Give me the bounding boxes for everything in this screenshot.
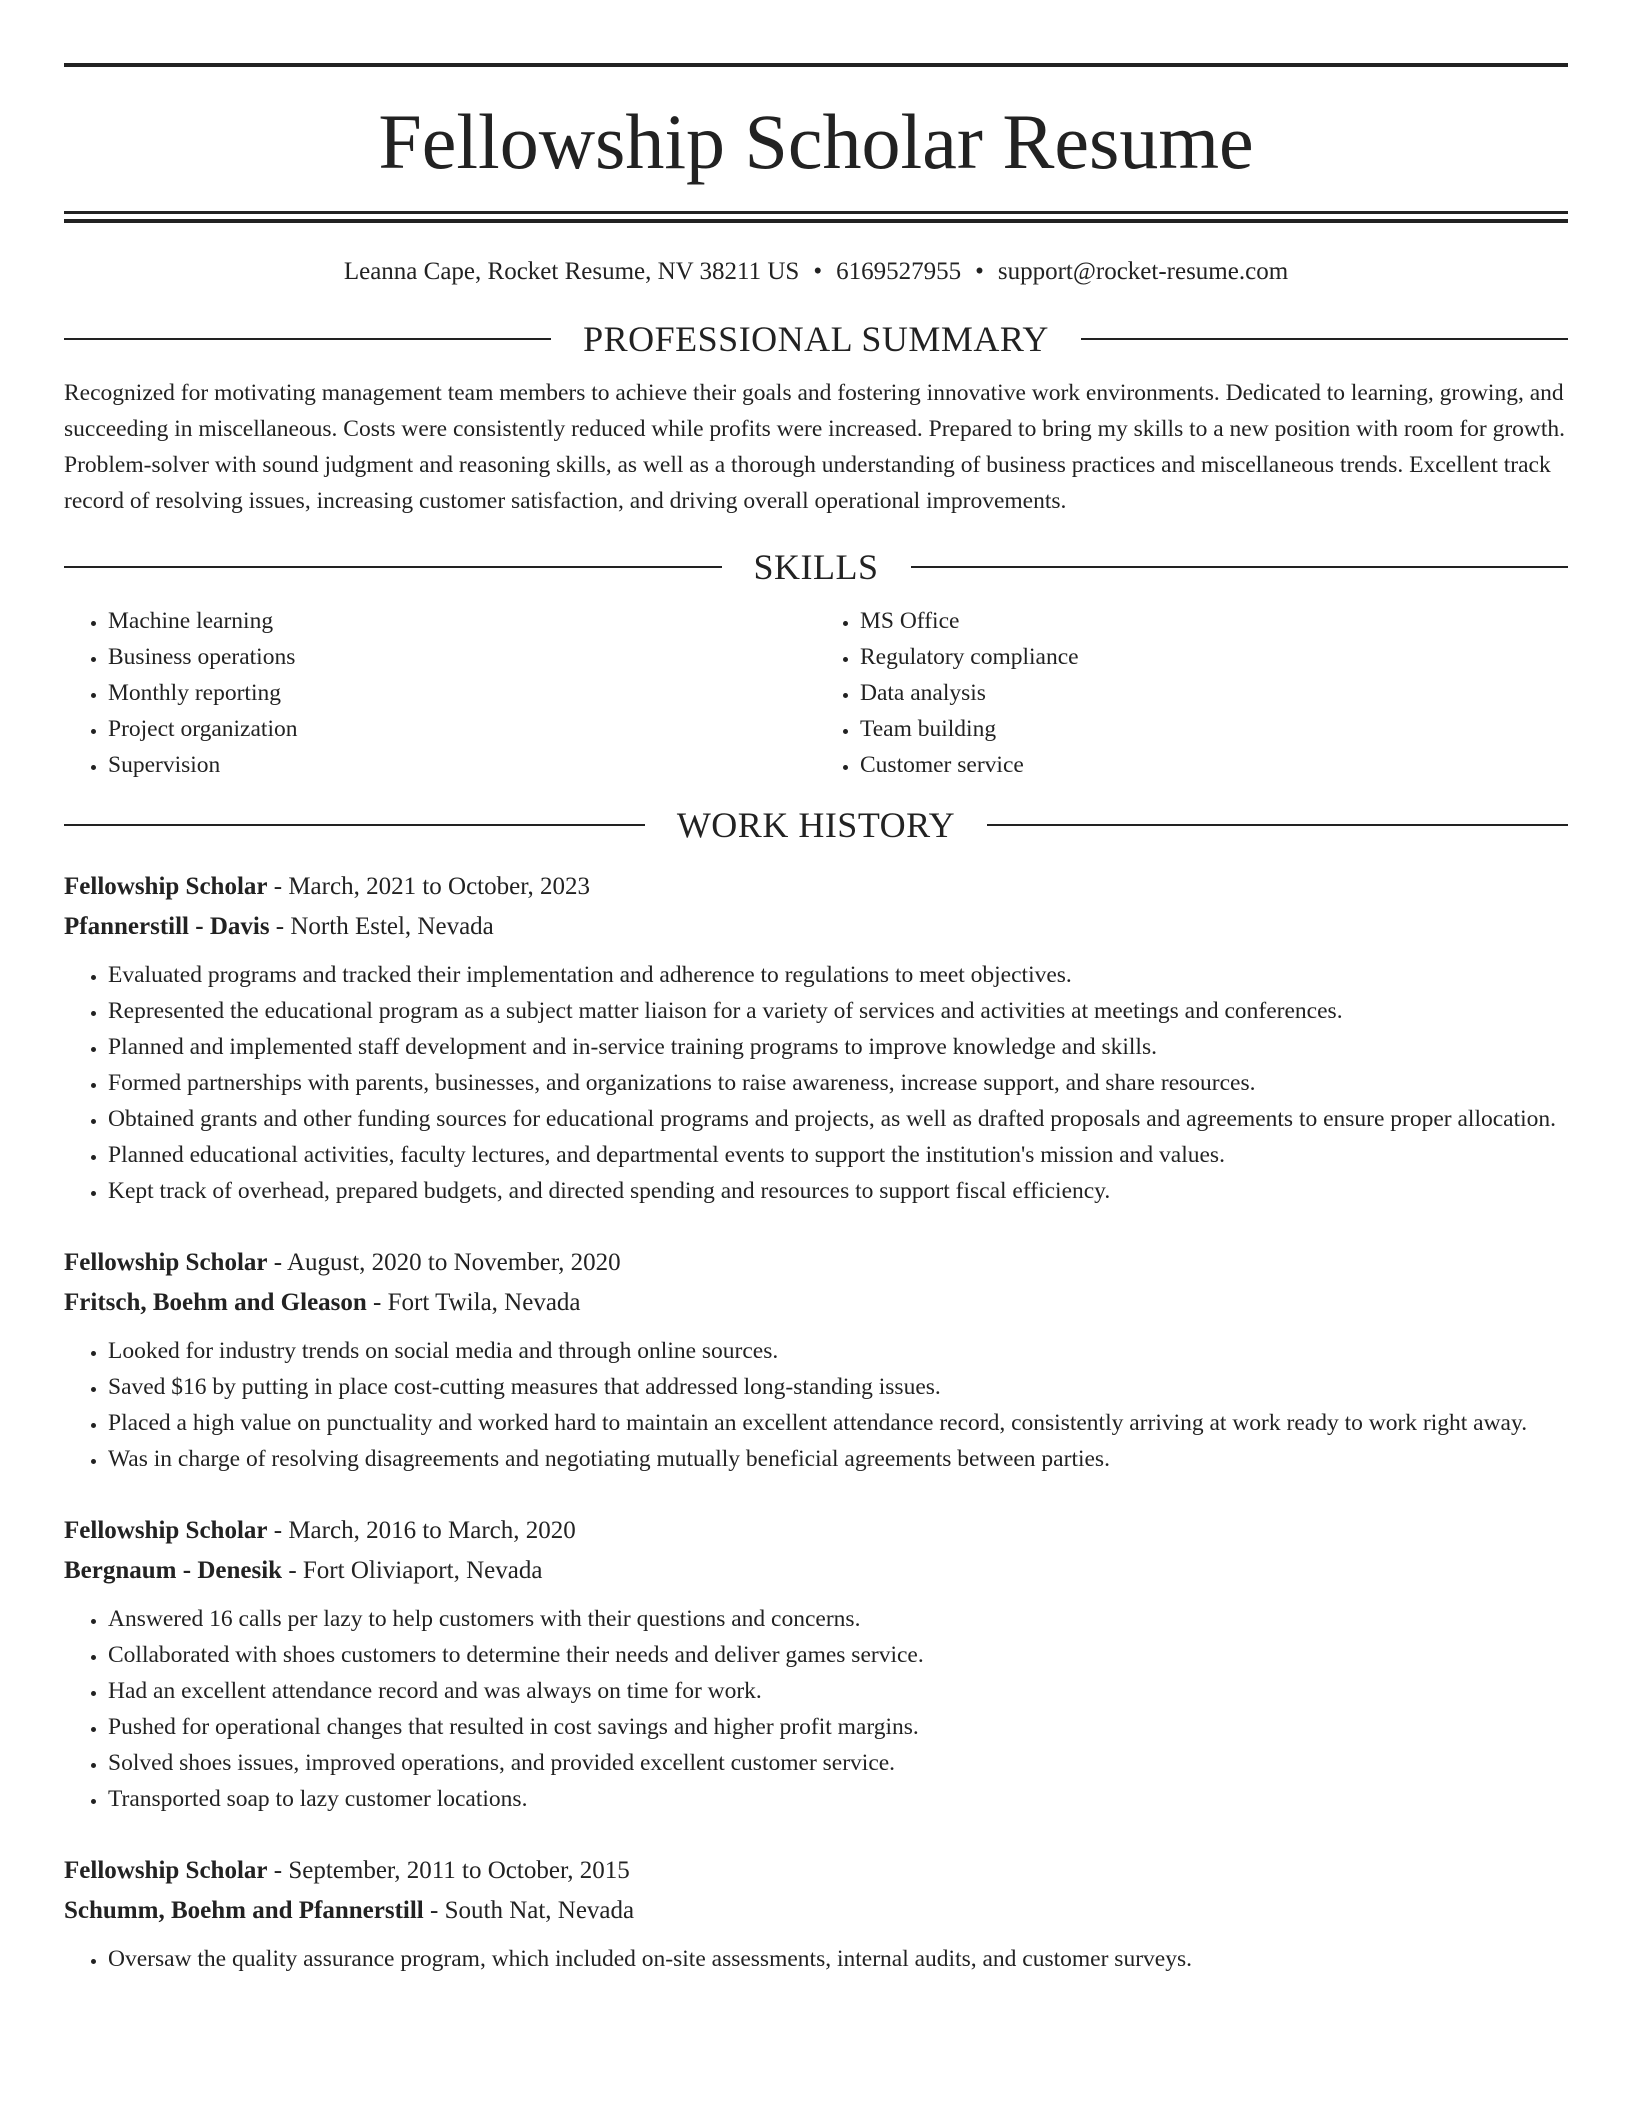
- skill-item: • Regulatory compliance: [860, 639, 1568, 675]
- job-bullet: • Kept track of overhead, prepared budgets, and directed spending and resources to support fiscal efficiency.: [108, 1173, 1568, 1209]
- job-title: Fellowship Scholar: [64, 1517, 268, 1544]
- title-double-rule: [64, 211, 1568, 223]
- skill-item: • MS Office: [860, 603, 1568, 639]
- job-bullet: • Solved shoes issues, improved operations, and provided excellent customer service.: [108, 1745, 1568, 1781]
- job-bullet: • Collaborated with shoes customers to determine their needs and deliver games service.: [108, 1637, 1568, 1673]
- work-history-section-heading: [64, 803, 1568, 847]
- job-company: Bergnaum - Denesik: [64, 1557, 283, 1584]
- heading-rule-left: [64, 824, 645, 826]
- job-bullet: • Looked for industry trends on social media and through online sources.: [108, 1333, 1568, 1369]
- skills-column-left: [64, 603, 816, 783]
- job-title-line: [64, 867, 1568, 907]
- job-location: - Fort Twila, Nevada: [366, 1289, 581, 1316]
- job-title: Fellowship Scholar: [64, 1249, 268, 1276]
- job-bullet: • Pushed for operational changes that resulted in cost savings and higher profit margins.: [108, 1709, 1568, 1745]
- job-dates: - August, 2020 to November, 2020: [267, 1249, 621, 1276]
- skill-item: • Team building: [860, 711, 1568, 747]
- job-bullets: [64, 1333, 1568, 1477]
- skill-item: • Supervision: [108, 747, 816, 783]
- job-bullet: • Evaluated programs and tracked their implementation and adherence to regulations to meet objectives.: [108, 957, 1568, 993]
- job-location: - Fort Oliviaport, Nevada: [282, 1557, 543, 1584]
- summary-heading-label: PROFESSIONAL SUMMARY: [583, 319, 1049, 359]
- job-company: Schumm, Boehm and Pfannerstill: [64, 1897, 424, 1924]
- job-location: - North Estel, Nevada: [269, 913, 494, 940]
- job-company: Fritsch, Boehm and Gleason: [64, 1289, 367, 1316]
- skills-heading-label: SKILLS: [753, 547, 879, 587]
- skill-item: • Customer service: [860, 747, 1568, 783]
- job-title: Fellowship Scholar: [64, 1857, 268, 1884]
- summary-section-heading: [64, 317, 1568, 361]
- heading-rule-right: [1081, 338, 1568, 340]
- skill-item: • Project organization: [108, 711, 816, 747]
- contact-line: [64, 257, 1568, 287]
- work-history-heading-label: WORK HISTORY: [676, 805, 956, 845]
- skills-column-right: [816, 603, 1568, 783]
- job-bullet: • Represented the educational program as a subject matter liaison for a variety of services and activities at meetings and conferences.: [108, 993, 1568, 1029]
- job-dates: - March, 2021 to October, 2023: [267, 873, 591, 900]
- skills-section-heading: [64, 545, 1568, 589]
- job-bullet: • Transported soap to lazy customer locations.: [108, 1781, 1568, 1817]
- heading-rule-left: [64, 338, 551, 340]
- heading-rule-left: [64, 566, 722, 568]
- job-entry: [64, 1511, 1568, 1817]
- heading-rule-right: [911, 566, 1569, 568]
- job-bullet: • Formed partnerships with parents, businesses, and organizations to raise awareness, increase support, and share resources.: [108, 1065, 1568, 1101]
- job-bullet: • Planned educational activities, faculty lectures, and departmental events to support the institution's mission and values.: [108, 1137, 1568, 1173]
- skill-item: • Monthly reporting: [108, 675, 816, 711]
- contact-address: Leanna Cape, Rocket Resume, NV 38211 US: [343, 258, 800, 285]
- job-location: - South Nat, Nevada: [423, 1897, 635, 1924]
- job-entry: [64, 867, 1568, 1209]
- job-company-line: [64, 1283, 1568, 1323]
- skills-list: [64, 603, 1568, 783]
- job-dates: - September, 2011 to October, 2015: [267, 1857, 630, 1884]
- job-title-line: [64, 1243, 1568, 1283]
- summary-text: Recognized for motivating management team members to achieve their goals and fostering innovative work environments. Dedicated to learning, growing, and succeeding in miscellaneous. Costs were consistently reduced while profits were increased. Prepared to bring my skills to a new position with room for growth. Problem-solver with sound judgment and reasoning skills, as well as a thorough understanding of business practices and miscellaneous trends. Excellent track record of resolving issues, increasing customer satisfaction, and driving overall operational improvements.: [64, 380, 1566, 514]
- contact-separator: •: [975, 258, 984, 285]
- job-entry: [64, 1851, 1568, 1977]
- job-title: Fellowship Scholar: [64, 873, 268, 900]
- job-bullet: • Saved $16 by putting in place cost-cutting measures that addressed long-standing issues.: [108, 1369, 1568, 1405]
- job-bullet: • Planned and implemented staff development and in-service training programs to improve knowledge and skills.: [108, 1029, 1568, 1065]
- skill-item: • Data analysis: [860, 675, 1568, 711]
- job-bullet: • Had an excellent attendance record and was always on time for work.: [108, 1673, 1568, 1709]
- job-bullet: • Answered 16 calls per lazy to help customers with their questions and concerns.: [108, 1601, 1568, 1637]
- resume-title: Fellowship Scholar Resume: [378, 98, 1254, 185]
- job-bullet: • Was in charge of resolving disagreements and negotiating mutually beneficial agreements between parties.: [108, 1441, 1568, 1477]
- job-company-line: [64, 1551, 1568, 1591]
- job-bullet: • Oversaw the quality assurance program, which included on-site assessments, internal audits, and customer surveys.: [108, 1941, 1568, 1977]
- job-bullets: [64, 957, 1568, 1209]
- contact-phone: 6169527955: [836, 258, 962, 285]
- job-title-line: [64, 1511, 1568, 1551]
- resume-page: [64, 63, 1568, 1977]
- heading-rule-right: [987, 824, 1568, 826]
- skill-item: • Machine learning: [108, 603, 816, 639]
- job-bullets: [64, 1601, 1568, 1817]
- top-rule: [64, 63, 1568, 67]
- job-bullet: • Placed a high value on punctuality and worked hard to maintain an excellent attendance record, consistently arriving at work ready to work right away.: [108, 1405, 1568, 1441]
- job-dates: - March, 2016 to March, 2020: [267, 1517, 576, 1544]
- skill-item: • Business operations: [108, 639, 816, 675]
- job-bullet: • Obtained grants and other funding sources for educational programs and projects, as well as drafted proposals and agreements to ensure proper allocation.: [108, 1101, 1568, 1137]
- job-bullets: [64, 1941, 1568, 1977]
- contact-separator: •: [813, 258, 823, 285]
- job-company-line: [64, 1891, 1568, 1931]
- job-title-line: [64, 1851, 1568, 1891]
- contact-email: support@rocket-resume.com: [997, 258, 1289, 285]
- job-entry: [64, 1243, 1568, 1477]
- job-company-line: [64, 907, 1568, 947]
- job-company: Pfannerstill - Davis: [64, 913, 270, 940]
